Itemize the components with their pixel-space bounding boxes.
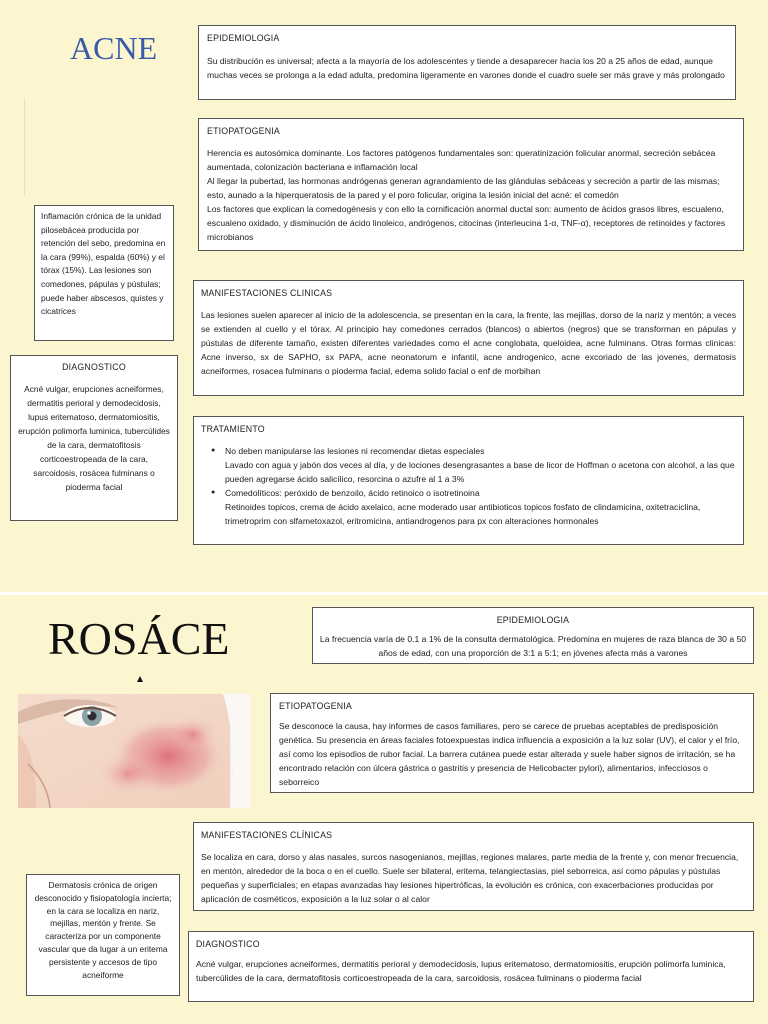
acne-diagnostico-text: Acné vulgar, erupciones acneiformes, dermatitis perioral y demodecidosis, lupus eritematoso, dermatomiositis, erupción polimorfa luminica, tubercúlides de la cara, dermatofitosis corticoestropeada de la cara, sarcoidosis, rosácea fulminans o pioderma facial — [18, 384, 170, 492]
acne-summary-text: Inflamación crónica de la unidad pilosebácea producida por retención del sebo, predomina en la cara (99%), espalda (60%) y el tórax (15%). Las lesiones son comedones, pápulas y pústulas; puede haber abscesos, quistes y cicatrices — [41, 211, 166, 317]
rosacea-summary-text: Dermatosis crónica de origen desconocido y fisiopatología incierta; en la cara se localiza en nariz, mejillas, mentón y frente. Se caracteriza por un componente vascular que da lugar a un eritema persistente y accesos de tipo acneiforme — [34, 880, 172, 980]
tratamiento-subtext: Retinoides topicos, crema de ácido axelaico, acne moderado usar antibioticos topicos fosfato de clindamicina, oxitetraciclina, trimetroprim con slfametoxazol, eritromicina, antiandrogenos para px con alteraciones hormonales — [225, 502, 701, 526]
acne-tratamiento-box — [193, 416, 744, 545]
tratamiento-item: Comedolíticos: peróxido de benzoilo, ácido retinoico o isotretinoina — [225, 488, 480, 498]
rosacea-summary-box — [26, 874, 180, 996]
acne-title: ACNE — [70, 30, 158, 66]
rosacea-etiopatogenia-box — [270, 693, 754, 793]
face-illustration — [18, 694, 251, 808]
acne-diagnostico-box — [10, 355, 178, 521]
acne-etiopatogenia-line: Los factores que explican la comedogénesis y con ello la cornificación anormal ductal son: aumento de ácidos grasos libres, escualeno, escualeno oxidado, y disminución de ácido linoleico, andrógenos, citocinas (interleucina 1-α, TNF-α), receptores de retinoides y factores microbianos — [207, 204, 726, 242]
acne-manifestaciones-text: Las lesiones suelen aparecer al inicio de la adolescencia, se presentan en la cara, la frente, las mejillas, dorso de la nariz y mentón; a veces se extienden al cuello y el tórax. Al principio hay comedones cerrados (blancos) o abiertos (negros) que se transforman en pápulas y pústulas de diferente tamaño, existen diferentes variedades como el acne conglobata, queloidea, acne fulminans. Otras formas clinicas: Acne inverso, sx de SAPHO, sx PAPA, acne neonatorum e infantil, acne androgenico, acne excoriado de las jovenes, dermatosis acneiformes, rosacea fulminans o pioderma facial, edema solido facial o enf de morbihan — [201, 310, 736, 376]
list-item — [215, 486, 736, 528]
rosacea-epidemiologia-text: La frecuencia varía de 0.1 a 1% de la consulta dermatológica. Predomina en mujeres de raza blanca de 30 a 50 años de edad, con una proporción de 3:1 a 5:1; en jóvenes afecta más a varones — [319, 634, 747, 658]
decorative-line — [24, 98, 25, 196]
rosacea-manifestaciones-text: Se localiza en cara, dorso y alas nasales, surcos nasogenianos, mejillas, regiones malares, parte media de la frente y, con menor frecuencia, en mentón, alrededor de la boca o en el cuello. Suele ser bilateral, eritema, telangiectasias, piel seborreica, así como pápulas y pústulas pequeñas y superficiales; en etapas avanzadas hay lesiones hipertróficas, la evolución es crónica, con exacerbaciones producidas por aplicación de cosméticos, exposición a la luz solar o al calor — [201, 852, 739, 904]
rosacea-diagnostico-box — [188, 931, 754, 1002]
rosacea-etiopatogenia-heading: ETIOPATOGENIA — [279, 701, 352, 711]
caret-mark — [137, 676, 143, 682]
rosacea-title: ROSÁCE — [48, 613, 230, 664]
acne-tratamiento-list — [201, 444, 736, 528]
acne-epidemiologia-heading: EPIDEMIOLOGIA — [207, 33, 280, 43]
rosacea-epidemiologia-heading: EPIDEMIOLOGIA — [496, 615, 570, 625]
acne-etiopatogenia-line: Herencia es autosómica dominante. Los factores patógenos fundamentales son: queratinización folicular anormal, secreción sebácea aumentada, colonización bacteriana e inflamación local — [207, 148, 716, 172]
acne-etiopatogenia-heading: ETIOPATOGENIA — [207, 126, 280, 136]
rosacea-epidemiologia-box — [312, 607, 754, 664]
acne-summary-box — [34, 205, 174, 341]
rosacea-manifestaciones-box — [193, 822, 754, 911]
rosacea-etiopatogenia-text: Se desconoce la causa, hay informes de casos familiares, pero se carece de pruebas aceptables de predisposición genética. Su presencia en áreas faciales fotoexpuestas indica influencia a exposición a la luz solar (UV), el calor y el frío, así como los episodios de rubor facial. La barrera cutánea puede estar alterada y suele haber signos de irritación, se ha encontrado relación con úlcera gástrica o gastritis y presencia de Helicobacter pylori), alimentarios, infecciosos o seborreico — [279, 721, 740, 787]
tratamiento-item: No deben manipularse las lesiones ni recomendar dietas especiales — [225, 446, 485, 456]
rosacea-diagnostico-heading: DIAGNOSTICO — [196, 939, 260, 949]
tratamiento-subtext: Lavado con agua y jabón dos veces al día, y de lociones desengrasantes a base de licor de Hoffman o acetona con alcohol, a las que pueden agregarse ácido salicílico, resorcina o azufre al 1 a 3% — [225, 460, 735, 484]
rosacea-manifestaciones-heading: MANIFESTACIONES CLÍNICAS — [201, 830, 333, 840]
acne-diagnostico-heading: DIAGNOSTICO — [62, 362, 126, 372]
acne-etiopatogenia-box — [198, 118, 744, 251]
section-divider — [0, 592, 768, 595]
rosacea-face-photo — [18, 694, 251, 808]
rosacea-diagnostico-text: Acné vulgar, erupciones acneiformes, dermatitis perioral y demodecidosis, lupus eritematoso, dermatomiositis, erupción polimorfa luminica, tubercúlides de la cara, dermatofitosis corticoestropeada de la cara, sarcoidosis, rosácea fulminans o pioderma facial — [196, 959, 726, 983]
acne-epidemiologia-box — [198, 25, 736, 100]
acne-etiopatogenia-line: Al llegar la pubertad, las hormonas andrógenas generan agrandamiento de las glándulas sebáceas y secreción a partir de las mismas; esto, aunado a la hiperqueratosis de la pared y el poro folicular, origina la lesión inicial del acné: el comedón — [207, 176, 720, 200]
list-item — [215, 444, 736, 486]
acne-manifestaciones-box — [193, 280, 744, 396]
acne-tratamiento-heading: TRATAMIENTO — [201, 424, 265, 434]
acne-epidemiologia-text: Su distribución es universal; afecta a la mayoría de los adolescentes y tiende a desaparecer hacia los 20 a 25 años de edad, aunque muchas veces se prolonga a la edad adulta, predomina ligeramente en varones donde el cuadro suele ser más grave y más prolongado — [207, 56, 725, 80]
acne-manifestaciones-heading: MANIFESTACIONES CLINICAS — [201, 288, 333, 298]
